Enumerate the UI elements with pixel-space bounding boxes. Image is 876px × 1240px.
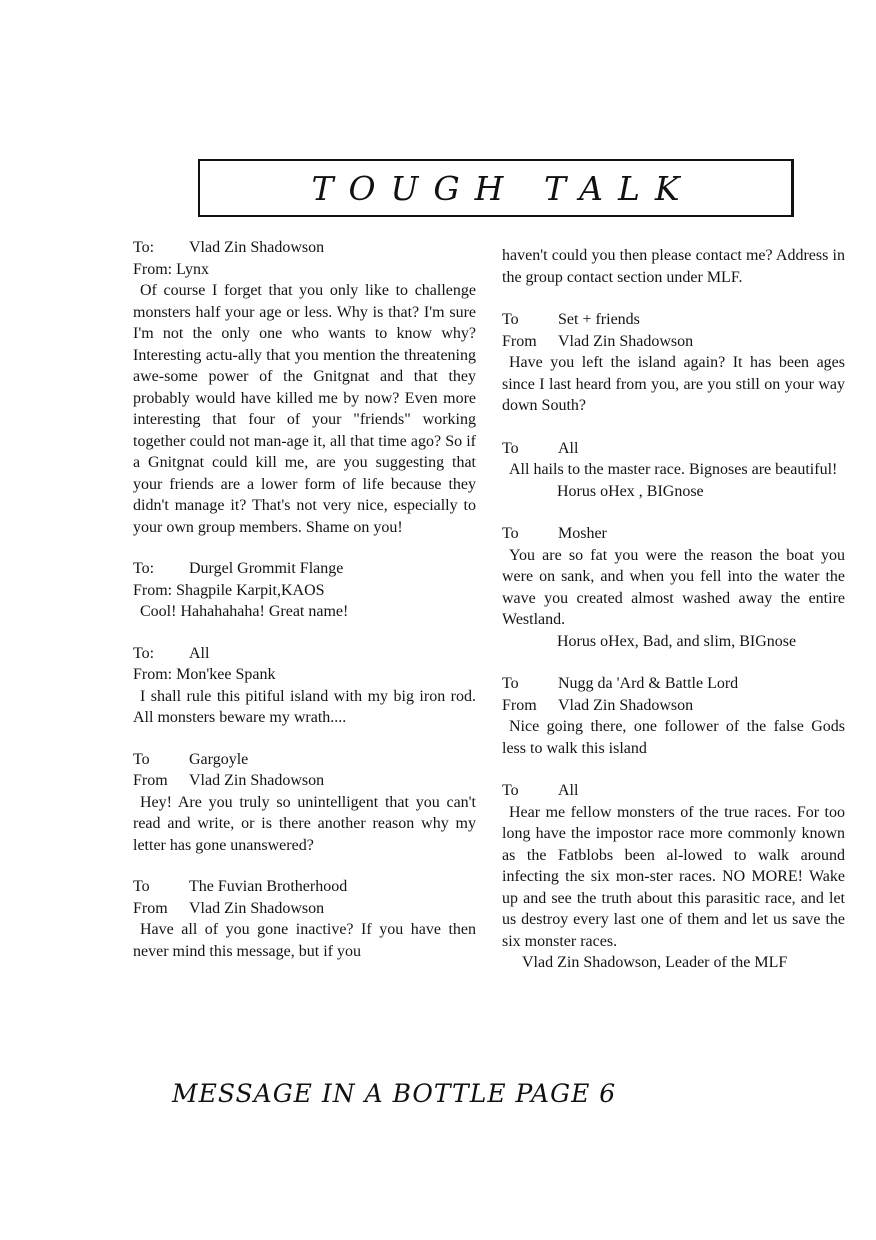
to-label: To: — [133, 239, 155, 256]
from-line — [133, 770, 476, 792]
to-line — [502, 523, 845, 545]
letter — [133, 237, 476, 538]
to-line — [133, 237, 476, 259]
to-value: All — [558, 439, 579, 457]
from-value: Lynx — [176, 260, 210, 278]
from-line — [133, 898, 476, 920]
letter-body: Have all of you gone inactive? If you have then never mind this message, but if you — [133, 921, 476, 960]
to-value: Set + friends — [558, 311, 640, 328]
from-value: Mon'kee Spank — [176, 666, 276, 683]
letter — [502, 309, 845, 417]
to-line — [502, 309, 845, 331]
letter-body: Hear me fellow monsters of the true races. For too long have the impostor race more commonly known as the Fatblobs been al-lowed to walk around infecting the six mon-ster races. NO MORE! Wake up and see the truth about this parasitic race, and let us destroy every last one of them and let us save the six monster races. — [502, 803, 845, 950]
to-line — [502, 673, 845, 695]
from-value: Vlad Zin Shadowson — [189, 772, 325, 789]
letter — [133, 876, 476, 962]
from-label: From — [502, 332, 537, 350]
letter — [502, 438, 845, 503]
letter — [502, 673, 845, 759]
page-footer: MESSAGE IN A BOTTLE PAGE 6 — [172, 1079, 617, 1108]
to-value: All — [189, 644, 210, 662]
letter — [502, 780, 845, 974]
to-line — [133, 643, 476, 665]
to-line — [502, 438, 845, 460]
to-label: To: — [133, 560, 155, 577]
letter-body: All hails to the master race. Bignoses are beautiful! — [509, 461, 838, 478]
left-column — [133, 237, 476, 962]
to-value: The Fuvian Brotherhood — [189, 878, 348, 895]
title-box — [198, 159, 794, 217]
from-label: From: — [133, 260, 173, 278]
page-title: TOUGH TALK — [311, 168, 695, 208]
to-label: To — [502, 439, 519, 457]
signature: Vlad Zin Shadowson, Leader of the MLF — [522, 954, 788, 971]
to-line — [133, 876, 476, 898]
to-label: To — [133, 750, 150, 768]
from-label: From — [133, 899, 168, 917]
to-value: Vlad Zin Shadowson — [189, 239, 325, 256]
to-label: To — [502, 311, 519, 328]
letter-body: Nice going there, one follower of the false Gods less to walk this island — [502, 718, 845, 757]
from-line — [133, 259, 476, 281]
letter-body: You are so fat you were the reason the boat you were on sank, and when you fell into the water the wave you created almost washed away the entire Westland. — [502, 546, 845, 628]
to-line — [133, 558, 476, 580]
from-label: From: — [133, 666, 173, 683]
to-value: Mosher — [558, 525, 607, 542]
letter-body: Have you left the island again? It has been ages since I last heard from you, are you still on your way down South? — [502, 354, 845, 414]
from-line — [502, 331, 845, 353]
to-label: To — [133, 878, 150, 895]
letter-body: Hey! Are you truly so unintelligent that you can't read and write, or is there another reason why my letter has gone unanswered? — [133, 793, 476, 854]
to-line — [502, 780, 845, 802]
from-value: Shagpile Karpit,KAOS — [176, 581, 325, 599]
to-label: To — [502, 525, 519, 542]
letter — [133, 558, 476, 623]
to-value: Gargoyle — [189, 750, 249, 768]
from-line — [133, 664, 476, 686]
from-line — [502, 695, 845, 717]
to-value: Nugg da 'Ard & Battle Lord — [558, 675, 739, 692]
letter — [133, 643, 476, 729]
signature: Horus oHex , BIGnose — [557, 482, 704, 500]
letter — [133, 749, 476, 857]
to-value: Durgel Grommit Flange — [189, 560, 344, 577]
to-label: To — [502, 782, 519, 799]
continuation-text: haven't could you then please contact me? Address in the group contact section under MLF. — [502, 247, 845, 286]
letter-body: Of course I forget that you only like to challenge monsters half your age or less. Why is that? I'm sure I'm not the only one who wants to know why? Interesting actu-ally that you mention the threatening awe-some power of the Gnitgnat and that they probably would have killed me by now? Even more interesting that four of your "friends" working together could not man-age it, all that time ago? So if a Gnitgnat could kill me, are you suggesting that your friends are a lower form of life because they didn't manage it? That's not very nice, especially to your own group members. Shame on you! — [133, 282, 476, 536]
letter — [502, 523, 845, 652]
to-label: To: — [133, 644, 155, 662]
from-line — [133, 580, 476, 602]
letter-body: Cool! Hahahahaha! Great name! — [140, 603, 349, 620]
from-value: Vlad Zin Shadowson — [558, 696, 694, 714]
signature: Horus oHex, Bad, and slim, BIGnose — [557, 632, 797, 650]
from-value: Vlad Zin Shadowson — [558, 332, 694, 350]
from-label: From: — [133, 581, 173, 599]
from-label: From — [133, 772, 168, 789]
to-line — [133, 749, 476, 771]
letter-body: I shall rule this pitiful island with my big iron rod. All monsters beware my wrath.... — [133, 687, 476, 726]
right-column — [502, 245, 845, 974]
from-value: Vlad Zin Shadowson — [189, 899, 325, 917]
from-label: From — [502, 696, 537, 714]
to-value: All — [558, 782, 579, 799]
to-label: To — [502, 675, 519, 692]
